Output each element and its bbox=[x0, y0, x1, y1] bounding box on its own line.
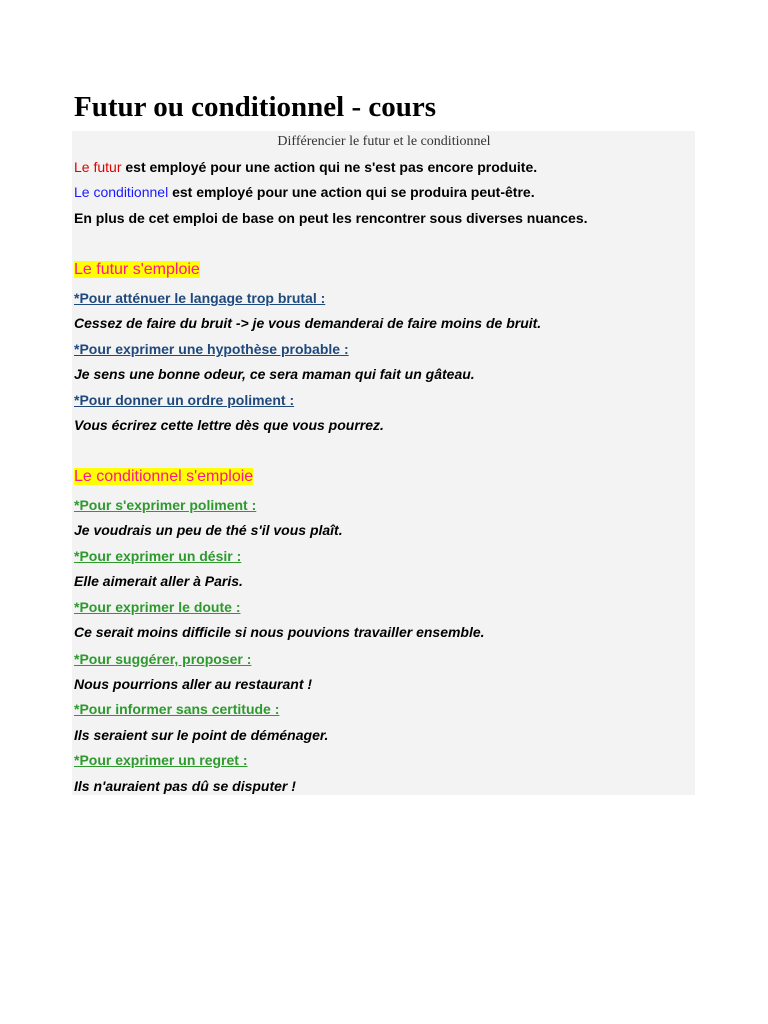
conditionnel-usage-link[interactable]: *Pour informer sans certitude : bbox=[74, 701, 280, 717]
futur-keyword: Le futur bbox=[74, 159, 122, 175]
intro-extra-line: En plus de cet emploi de base on peut les rencontrer sous diverses nuances. bbox=[74, 210, 588, 226]
futur-definition: est employé pour une action qui ne s'est pas encore produite. bbox=[121, 159, 538, 175]
intro-conditionnel-line bbox=[74, 183, 535, 201]
conditionnel-example: Elle aimerait aller à Paris. bbox=[74, 573, 243, 589]
conditionnel-example: Nous pourrions aller au restaurant ! bbox=[74, 676, 313, 692]
subtitle: Différencier le futur et le conditionnel bbox=[277, 134, 491, 149]
conditionnel-example: Ce serait moins difficile si nous pouvions travailler ensemble. bbox=[74, 624, 485, 640]
content-panel bbox=[72, 131, 695, 795]
intro-futur-line bbox=[74, 158, 537, 176]
conditionnel-example: Ils n'auraient pas dû se disputer ! bbox=[74, 778, 296, 794]
futur-example: Vous écrirez cette lettre dès que vous pourrez. bbox=[74, 417, 384, 433]
conditionnel-heading-text: Le conditionnel s'emploie bbox=[74, 468, 254, 485]
conditionnel-section-heading bbox=[74, 467, 253, 487]
conditionnel-keyword: Le conditionnel bbox=[74, 184, 169, 200]
conditionnel-usage-link[interactable]: *Pour exprimer un désir : bbox=[74, 548, 242, 564]
futur-usage-link[interactable]: *Pour donner un ordre poliment : bbox=[74, 392, 295, 408]
conditionnel-usage-link[interactable]: *Pour suggérer, proposer : bbox=[74, 651, 252, 667]
conditionnel-usage-link[interactable]: *Pour exprimer un regret : bbox=[74, 752, 248, 768]
futur-example: Je sens une bonne odeur, ce sera maman qui fait un gâteau. bbox=[74, 366, 475, 382]
conditionnel-usage-link[interactable]: *Pour s'exprimer poliment : bbox=[74, 497, 257, 513]
conditionnel-example: Ils seraient sur le point de déménager. bbox=[74, 727, 329, 743]
futur-section-heading bbox=[74, 260, 200, 280]
futur-usage-link[interactable]: *Pour exprimer une hypothèse probable : bbox=[74, 341, 349, 357]
futur-heading-text: Le futur s'emploie bbox=[74, 261, 200, 278]
page-title: Futur ou conditionnel - cours bbox=[74, 91, 437, 123]
conditionnel-usage-link[interactable]: *Pour exprimer le doute : bbox=[74, 599, 241, 615]
futur-example: Cessez de faire du bruit -> je vous demanderai de faire moins de bruit. bbox=[74, 315, 542, 331]
futur-usage-link[interactable]: *Pour atténuer le langage trop brutal : bbox=[74, 290, 326, 306]
conditionnel-example: Je voudrais un peu de thé s'il vous plaît. bbox=[74, 522, 343, 538]
conditionnel-definition: est employé pour une action qui se produira peut-être. bbox=[168, 184, 535, 200]
